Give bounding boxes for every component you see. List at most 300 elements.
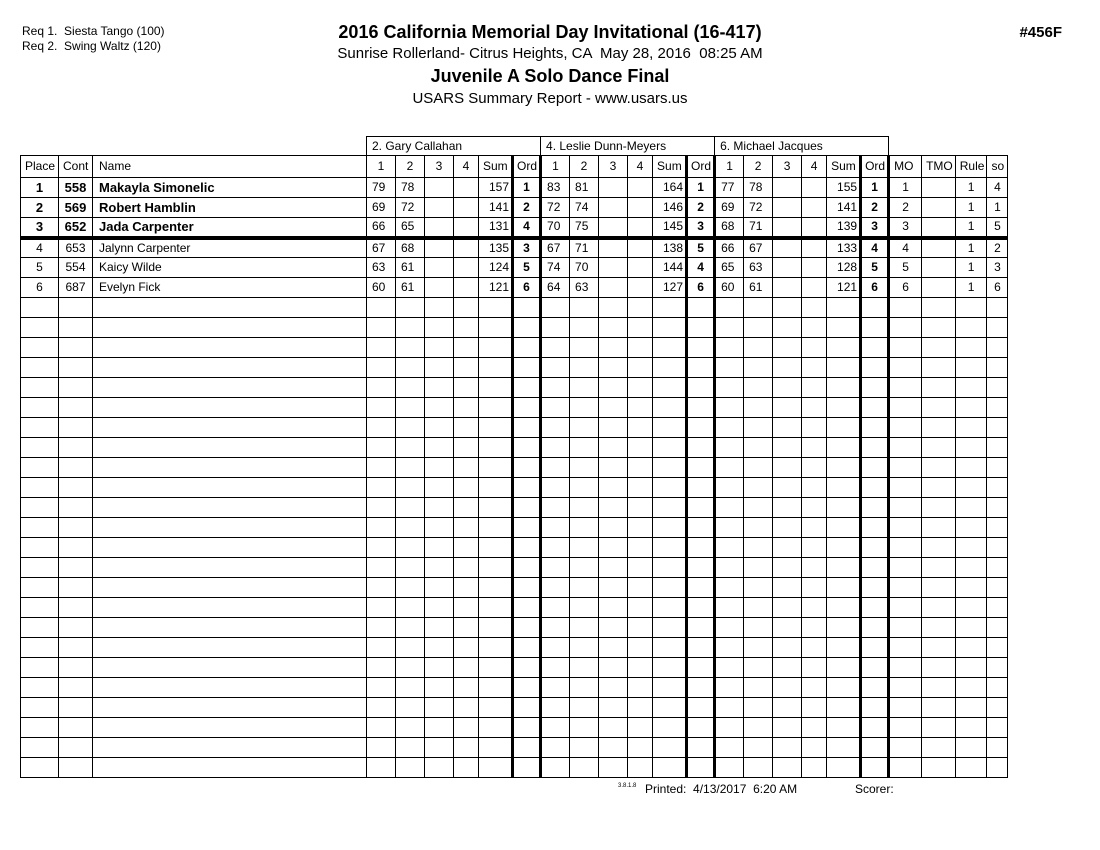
empty-right-cell xyxy=(889,718,922,738)
score-cell: 72 xyxy=(396,198,425,218)
empty-score-cell xyxy=(367,378,396,398)
empty-ordinal-cell xyxy=(513,618,541,638)
version-number: 3.8.1.8 xyxy=(618,783,637,789)
empty-ordinal-cell xyxy=(861,598,889,618)
empty-score-cell xyxy=(715,458,744,478)
empty-right-cell xyxy=(922,538,956,558)
empty-ordinal-cell xyxy=(513,698,541,718)
empty-right-cell xyxy=(955,418,987,438)
empty-sum-cell xyxy=(479,478,513,498)
score-cell xyxy=(599,198,628,218)
empty-score-cell xyxy=(541,698,570,718)
empty-place-cell xyxy=(21,458,59,478)
empty-place-cell xyxy=(21,298,59,318)
empty-score-cell xyxy=(773,538,802,558)
empty-score-cell xyxy=(570,758,599,778)
empty-score-cell xyxy=(715,398,744,418)
empty-score-cell xyxy=(802,498,827,518)
empty-score-cell xyxy=(541,658,570,678)
empty-score-cell xyxy=(570,678,599,698)
empty-right-cell xyxy=(955,738,987,758)
empty-place-cell xyxy=(21,698,59,718)
column-header-score-3: 3 xyxy=(425,156,454,178)
empty-right-cell xyxy=(889,338,922,358)
empty-score-cell xyxy=(744,618,773,638)
empty-score-cell xyxy=(425,518,454,538)
empty-row xyxy=(21,378,1008,398)
empty-ordinal-cell xyxy=(861,418,889,438)
empty-right-cell xyxy=(889,358,922,378)
empty-cont-cell xyxy=(59,498,93,518)
empty-ordinal-cell xyxy=(861,658,889,678)
empty-ordinal-cell xyxy=(687,358,715,378)
empty-ordinal-cell xyxy=(513,718,541,738)
empty-score-cell xyxy=(744,558,773,578)
empty-score-cell xyxy=(802,518,827,538)
empty-score-cell xyxy=(628,478,653,498)
empty-ordinal-cell xyxy=(687,538,715,558)
empty-score-cell xyxy=(628,498,653,518)
empty-name-cell xyxy=(93,538,367,558)
empty-right-cell xyxy=(922,438,956,458)
empty-right-cell xyxy=(987,638,1008,658)
empty-row xyxy=(21,738,1008,758)
empty-right-cell xyxy=(987,438,1008,458)
empty-score-cell xyxy=(744,338,773,358)
empty-place-cell xyxy=(21,438,59,458)
empty-sum-cell xyxy=(653,738,687,758)
empty-score-cell xyxy=(773,298,802,318)
empty-score-cell xyxy=(715,438,744,458)
empty-score-cell xyxy=(396,698,425,718)
name-cell: Evelyn Fick xyxy=(93,278,367,298)
empty-ordinal-cell xyxy=(513,578,541,598)
empty-score-cell xyxy=(454,578,479,598)
table-row xyxy=(21,198,1008,218)
empty-sum-cell xyxy=(479,718,513,738)
column-header-score-3: 3 xyxy=(773,156,802,178)
empty-row xyxy=(21,318,1008,338)
score-cell xyxy=(773,258,802,278)
ordinal-cell: 1 xyxy=(687,178,715,198)
empty-right-cell xyxy=(955,618,987,638)
empty-ordinal-cell xyxy=(861,358,889,378)
name-cell: Jada Carpenter xyxy=(93,218,367,238)
empty-sum-cell xyxy=(827,698,861,718)
empty-score-cell xyxy=(744,398,773,418)
empty-sum-cell xyxy=(479,338,513,358)
rule-cell: 1 xyxy=(955,258,987,278)
empty-sum-cell xyxy=(827,298,861,318)
empty-ordinal-cell xyxy=(513,518,541,538)
empty-score-cell xyxy=(367,678,396,698)
empty-score-cell xyxy=(773,398,802,418)
empty-score-cell xyxy=(425,318,454,338)
empty-ordinal-cell xyxy=(861,398,889,418)
empty-score-cell xyxy=(773,378,802,398)
results-table xyxy=(20,136,1008,778)
empty-score-cell xyxy=(541,618,570,638)
name-cell: Makayla Simonelic xyxy=(93,178,367,198)
score-cell: 60 xyxy=(715,278,744,298)
sum-cell: 146 xyxy=(653,198,687,218)
empty-score-cell xyxy=(744,458,773,478)
empty-score-cell xyxy=(541,578,570,598)
empty-ordinal-cell xyxy=(861,478,889,498)
empty-score-cell xyxy=(541,438,570,458)
empty-right-cell xyxy=(922,658,956,678)
empty-score-cell xyxy=(599,378,628,398)
empty-cont-cell xyxy=(59,698,93,718)
tmo-cell xyxy=(922,258,956,278)
empty-ordinal-cell xyxy=(861,698,889,718)
empty-place-cell xyxy=(21,718,59,738)
empty-score-cell xyxy=(396,738,425,758)
empty-score-cell xyxy=(599,498,628,518)
score-cell xyxy=(454,258,479,278)
empty-score-cell xyxy=(773,758,802,778)
column-header-score-2: 2 xyxy=(570,156,599,178)
score-cell: 71 xyxy=(744,218,773,238)
empty-score-cell xyxy=(396,758,425,778)
empty-ordinal-cell xyxy=(861,518,889,538)
empty-right-cell xyxy=(889,318,922,338)
report-line: USARS Summary Report - www.usars.us xyxy=(412,90,688,107)
sum-cell: 135 xyxy=(479,238,513,258)
empty-score-cell xyxy=(773,478,802,498)
score-cell xyxy=(773,278,802,298)
empty-place-cell xyxy=(21,378,59,398)
empty-score-cell xyxy=(396,638,425,658)
empty-score-cell xyxy=(715,418,744,438)
judge-row-left-blank xyxy=(21,137,367,156)
empty-score-cell xyxy=(802,398,827,418)
empty-sum-cell xyxy=(653,758,687,778)
judge-header: 2. Gary Callahan xyxy=(367,137,541,156)
column-header-cont: Cont xyxy=(59,156,93,178)
empty-score-cell xyxy=(454,498,479,518)
empty-score-cell xyxy=(570,618,599,638)
empty-ordinal-cell xyxy=(513,678,541,698)
empty-ordinal-cell xyxy=(861,298,889,318)
empty-score-cell xyxy=(715,518,744,538)
score-cell: 66 xyxy=(367,218,396,238)
empty-right-cell xyxy=(987,358,1008,378)
empty-score-cell xyxy=(744,478,773,498)
table-row xyxy=(21,258,1008,278)
empty-right-cell xyxy=(987,598,1008,618)
score-cell: 64 xyxy=(541,278,570,298)
empty-score-cell xyxy=(715,338,744,358)
empty-score-cell xyxy=(454,318,479,338)
empty-score-cell xyxy=(396,378,425,398)
empty-score-cell xyxy=(715,598,744,618)
empty-score-cell xyxy=(367,598,396,618)
judge-header-row xyxy=(21,137,1008,156)
empty-score-cell xyxy=(628,378,653,398)
empty-score-cell xyxy=(541,498,570,518)
empty-score-cell xyxy=(367,418,396,438)
ordinal-cell: 5 xyxy=(687,238,715,258)
requirement-line-1: Req 1. Siesta Tango (100) xyxy=(22,24,165,38)
empty-ordinal-cell xyxy=(861,738,889,758)
scorer-label: Scorer: xyxy=(855,782,894,796)
sum-cell: 133 xyxy=(827,238,861,258)
empty-score-cell xyxy=(715,698,744,718)
empty-right-cell xyxy=(987,718,1008,738)
empty-right-cell xyxy=(955,478,987,498)
empty-score-cell xyxy=(715,358,744,378)
score-cell xyxy=(454,218,479,238)
empty-row xyxy=(21,458,1008,478)
empty-right-cell xyxy=(955,338,987,358)
score-cell: 72 xyxy=(541,198,570,218)
empty-right-cell xyxy=(987,558,1008,578)
empty-score-cell xyxy=(541,298,570,318)
empty-score-cell xyxy=(541,638,570,658)
empty-right-cell xyxy=(955,638,987,658)
empty-score-cell xyxy=(570,478,599,498)
ordinal-cell: 6 xyxy=(513,278,541,298)
empty-sum-cell xyxy=(827,738,861,758)
empty-score-cell xyxy=(715,638,744,658)
empty-right-cell xyxy=(955,538,987,558)
empty-score-cell xyxy=(425,638,454,658)
empty-sum-cell xyxy=(653,598,687,618)
empty-cont-cell xyxy=(59,638,93,658)
empty-score-cell xyxy=(773,638,802,658)
empty-name-cell xyxy=(93,718,367,738)
empty-right-cell xyxy=(955,438,987,458)
score-cell xyxy=(773,238,802,258)
empty-score-cell xyxy=(628,618,653,638)
empty-row xyxy=(21,558,1008,578)
empty-right-cell xyxy=(987,758,1008,778)
empty-sum-cell xyxy=(479,598,513,618)
empty-sum-cell xyxy=(479,518,513,538)
empty-score-cell xyxy=(715,478,744,498)
empty-sum-cell xyxy=(827,658,861,678)
empty-score-cell xyxy=(599,338,628,358)
empty-cont-cell xyxy=(59,358,93,378)
empty-right-cell xyxy=(889,378,922,398)
empty-score-cell xyxy=(715,618,744,638)
empty-score-cell xyxy=(396,338,425,358)
empty-ordinal-cell xyxy=(687,298,715,318)
empty-sum-cell xyxy=(479,578,513,598)
empty-sum-cell xyxy=(653,478,687,498)
empty-score-cell xyxy=(570,658,599,678)
empty-sum-cell xyxy=(479,418,513,438)
score-cell: 63 xyxy=(367,258,396,278)
empty-score-cell xyxy=(773,698,802,718)
empty-score-cell xyxy=(396,318,425,338)
empty-cont-cell xyxy=(59,518,93,538)
empty-ordinal-cell xyxy=(687,598,715,618)
empty-score-cell xyxy=(744,418,773,438)
sum-cell: 127 xyxy=(653,278,687,298)
empty-cont-cell xyxy=(59,758,93,778)
rule-cell: 1 xyxy=(955,198,987,218)
empty-name-cell xyxy=(93,758,367,778)
rule-cell: 1 xyxy=(955,218,987,238)
empty-right-cell xyxy=(987,478,1008,498)
score-cell: 83 xyxy=(541,178,570,198)
tmo-cell xyxy=(922,238,956,258)
place-cell: 1 xyxy=(21,178,59,198)
empty-right-cell xyxy=(955,498,987,518)
empty-score-cell xyxy=(367,558,396,578)
empty-place-cell xyxy=(21,558,59,578)
empty-score-cell xyxy=(802,378,827,398)
empty-name-cell xyxy=(93,378,367,398)
score-cell: 69 xyxy=(715,198,744,218)
empty-score-cell xyxy=(454,698,479,718)
requirement-line-2: Req 2. Swing Waltz (120) xyxy=(22,39,161,53)
empty-score-cell xyxy=(541,598,570,618)
place-cell: 5 xyxy=(21,258,59,278)
empty-score-cell xyxy=(454,358,479,378)
empty-score-cell xyxy=(425,578,454,598)
score-cell xyxy=(599,238,628,258)
empty-right-cell xyxy=(922,458,956,478)
ordinal-cell: 3 xyxy=(513,238,541,258)
tiebreak-cell: 5 xyxy=(987,218,1008,238)
empty-sum-cell xyxy=(479,318,513,338)
empty-cont-cell xyxy=(59,438,93,458)
empty-sum-cell xyxy=(479,758,513,778)
empty-name-cell xyxy=(93,458,367,478)
empty-ordinal-cell xyxy=(513,298,541,318)
report-header xyxy=(0,22,1100,107)
empty-score-cell xyxy=(570,398,599,418)
empty-score-cell xyxy=(599,398,628,418)
empty-score-cell xyxy=(715,658,744,678)
sum-cell: 128 xyxy=(827,258,861,278)
empty-ordinal-cell xyxy=(687,558,715,578)
empty-score-cell xyxy=(628,438,653,458)
empty-ordinal-cell xyxy=(861,438,889,458)
empty-score-cell xyxy=(425,538,454,558)
empty-place-cell xyxy=(21,678,59,698)
empty-ordinal-cell xyxy=(513,658,541,678)
empty-right-cell xyxy=(955,458,987,478)
empty-right-cell xyxy=(987,398,1008,418)
empty-right-cell xyxy=(889,738,922,758)
column-header-sum: Sum xyxy=(479,156,513,178)
score-cell xyxy=(628,278,653,298)
ordinal-cell: 3 xyxy=(687,218,715,238)
empty-score-cell xyxy=(570,718,599,738)
empty-score-cell xyxy=(802,638,827,658)
empty-score-cell xyxy=(396,538,425,558)
empty-score-cell xyxy=(773,458,802,478)
sum-cell: 138 xyxy=(653,238,687,258)
column-header-score-2: 2 xyxy=(744,156,773,178)
empty-sum-cell xyxy=(827,458,861,478)
empty-score-cell xyxy=(599,618,628,638)
empty-score-cell xyxy=(541,358,570,378)
empty-right-cell xyxy=(922,758,956,778)
empty-score-cell xyxy=(454,738,479,758)
empty-score-cell xyxy=(570,558,599,578)
empty-cont-cell xyxy=(59,618,93,638)
tiebreak-cell: 4 xyxy=(987,178,1008,198)
empty-score-cell xyxy=(570,418,599,438)
tiebreak-cell: 2 xyxy=(987,238,1008,258)
column-header-so: so xyxy=(987,156,1008,178)
empty-score-cell xyxy=(628,738,653,758)
majority-ordinal-cell: 2 xyxy=(889,198,922,218)
empty-score-cell xyxy=(396,458,425,478)
name-cell: Jalynn Carpenter xyxy=(93,238,367,258)
empty-score-cell xyxy=(570,698,599,718)
empty-score-cell xyxy=(425,598,454,618)
empty-sum-cell xyxy=(827,558,861,578)
empty-ordinal-cell xyxy=(861,538,889,558)
empty-sum-cell xyxy=(653,718,687,738)
empty-right-cell xyxy=(922,398,956,418)
sum-cell: 155 xyxy=(827,178,861,198)
empty-ordinal-cell xyxy=(687,738,715,758)
empty-score-cell xyxy=(425,358,454,378)
empty-score-cell xyxy=(454,398,479,418)
empty-score-cell xyxy=(744,438,773,458)
table-row xyxy=(21,218,1008,238)
score-cell xyxy=(599,278,628,298)
empty-score-cell xyxy=(715,678,744,698)
empty-score-cell xyxy=(802,418,827,438)
score-cell: 68 xyxy=(396,238,425,258)
score-cell xyxy=(454,198,479,218)
empty-score-cell xyxy=(541,738,570,758)
majority-ordinal-cell: 6 xyxy=(889,278,922,298)
score-cell xyxy=(425,258,454,278)
empty-sum-cell xyxy=(653,638,687,658)
empty-score-cell xyxy=(628,338,653,358)
empty-row xyxy=(21,518,1008,538)
sum-cell: 131 xyxy=(479,218,513,238)
empty-row xyxy=(21,498,1008,518)
sum-cell: 145 xyxy=(653,218,687,238)
empty-ordinal-cell xyxy=(861,678,889,698)
empty-name-cell xyxy=(93,578,367,598)
empty-right-cell xyxy=(922,638,956,658)
empty-right-cell xyxy=(889,298,922,318)
empty-score-cell xyxy=(715,298,744,318)
empty-right-cell xyxy=(955,298,987,318)
empty-name-cell xyxy=(93,358,367,378)
empty-cont-cell xyxy=(59,378,93,398)
column-header-score-4: 4 xyxy=(628,156,653,178)
empty-score-cell xyxy=(454,618,479,638)
empty-score-cell xyxy=(628,398,653,418)
column-header-score-1: 1 xyxy=(715,156,744,178)
empty-score-cell xyxy=(628,558,653,578)
empty-sum-cell xyxy=(479,558,513,578)
empty-score-cell xyxy=(396,518,425,538)
score-cell: 67 xyxy=(744,238,773,258)
empty-right-cell xyxy=(889,578,922,598)
empty-ordinal-cell xyxy=(513,738,541,758)
empty-row xyxy=(21,618,1008,638)
empty-name-cell xyxy=(93,598,367,618)
score-cell xyxy=(802,198,827,218)
empty-sum-cell xyxy=(479,498,513,518)
empty-score-cell xyxy=(425,678,454,698)
empty-score-cell xyxy=(628,538,653,558)
empty-sum-cell xyxy=(479,398,513,418)
